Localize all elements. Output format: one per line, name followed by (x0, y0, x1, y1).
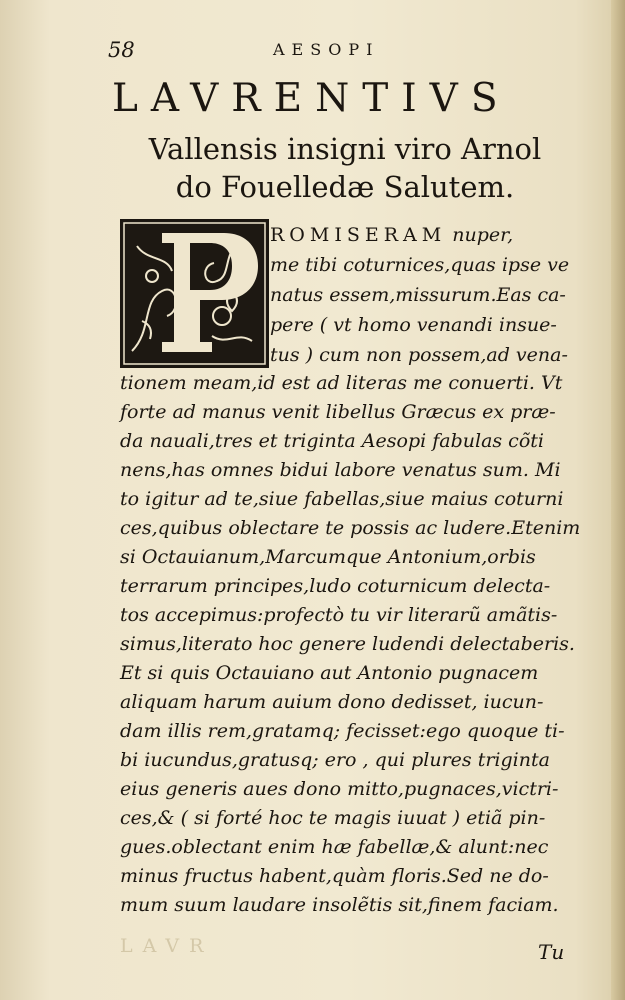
body-line: mum suum laudare insolẽtis sit,finem faciam. (120, 894, 559, 916)
running-head: AESOPI (273, 40, 380, 59)
decorated-initial-p (120, 219, 269, 368)
body-line: da nauali,tres et triginta Aesopi fabulas cõti (120, 430, 544, 452)
body-indented-line: pere ( vt homo venandi insue- (270, 314, 557, 336)
page-edge (611, 0, 625, 1000)
body-line: tionem meam,id est ad literas me conuerti. Vt (120, 372, 563, 394)
body-line: gues.oblectant enim hæ fabellæ,& alunt:nec (120, 836, 549, 858)
heading-subtitle-line-1: Vallensis insigni viro Arnol (148, 132, 542, 166)
heading-subtitle-line-2: do Fouelledæ Salutem. (175, 170, 515, 204)
body-line: bi iucundus,gratusq; ero , qui plures triginta (120, 749, 550, 771)
floral-initial-icon (122, 221, 267, 366)
opening-rest: nuper, (446, 224, 514, 246)
body-line: terrarum principes,ludo coturnicum delecta- (120, 575, 551, 597)
body-line-1 (270, 222, 513, 248)
body-line: to igitur ad te,siue fabellas,siue maius coturni (120, 488, 564, 510)
heading-title: LAVRENTIVS (112, 76, 511, 121)
body-line: ces,quibus oblectare te possis ac ludere.Etenim (120, 517, 581, 539)
body-indented-line: natus essem,missurum.Eas ca- (270, 284, 566, 306)
body-line: eius generis aues dono mitto,pugnaces,victri- (120, 778, 559, 800)
show-through-text: LAVR (120, 935, 214, 957)
body-line: simus,literato hoc genere ludendi delectaberis. (120, 633, 575, 655)
body-line: aliquam harum auium dono dedisset, iucun- (120, 691, 544, 713)
body-indented-line: tus ) cum non possem,ad vena- (270, 344, 568, 366)
body-line: tos accepimus:profectò tu vir literarũ amãtis- (120, 604, 558, 626)
body-line: si Octauianum,Marcumque Antonium,orbis (120, 546, 536, 568)
catchword: Tu (538, 940, 565, 964)
body-line: forte ad manus venit libellus Græcus ex præ- (120, 401, 556, 423)
body-indented-line: me tibi coturnices,quas ipse ve (270, 254, 570, 276)
body-line: dam illis rem,gratamq; fecisset:ego quoque ti- (120, 720, 565, 742)
body-line: ces,& ( si forté hoc te magis iuuat ) etiã pin- (120, 807, 546, 829)
body-line: nens,has omnes bidui labore venatus sum. Mi (120, 459, 561, 481)
opening-capitals: ROMISERAM (270, 224, 447, 246)
body-line: minus fructus habent,quàm floris.Sed ne do- (120, 865, 549, 887)
page-header (108, 38, 468, 66)
page-number: 58 (108, 38, 135, 62)
body-line: Et si quis Octauiano aut Antonio pugnacem (120, 662, 539, 684)
